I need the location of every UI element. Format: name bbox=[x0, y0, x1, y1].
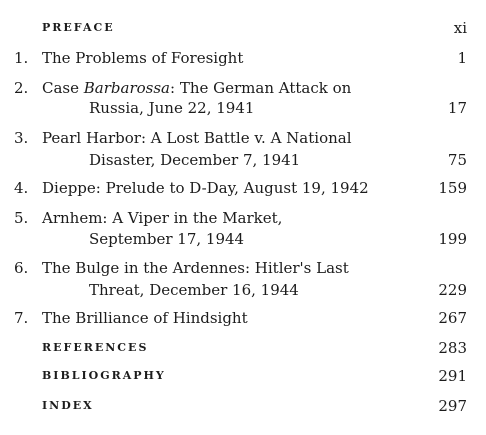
chapter-title-line-2: Russia, June 22, 1941 bbox=[89, 99, 255, 117]
chapter-number: 3. bbox=[14, 129, 29, 147]
preface-page: xi bbox=[453, 19, 467, 37]
chapter-page: 75 bbox=[447, 151, 467, 169]
bibliography-label: BIBLIOGRAPHY bbox=[42, 369, 166, 382]
chapter-title bbox=[42, 78, 351, 98]
chapter-number: 4. bbox=[14, 179, 29, 197]
chapter-title-line-2: Threat, December 16, 1944 bbox=[89, 281, 299, 299]
chapter-title: The Brilliance of Hindsight bbox=[42, 309, 248, 327]
chapter-page: 159 bbox=[438, 179, 467, 197]
chapter-title: Arnhem: A Viper in the Market, bbox=[42, 209, 283, 227]
chapter-title: The Problems of Foresight bbox=[42, 49, 244, 67]
chapter-title-line-2: September 17, 1944 bbox=[89, 230, 245, 248]
references-page: 283 bbox=[438, 339, 467, 357]
chapter-number: 5. bbox=[14, 209, 29, 227]
chapter-page: 1 bbox=[457, 49, 467, 67]
index-label: INDEX bbox=[42, 399, 94, 412]
chapter-number: 2. bbox=[14, 79, 29, 97]
chapter-title-prefix: Case bbox=[42, 79, 84, 97]
chapter-page: 267 bbox=[438, 309, 467, 327]
chapter-number: 6. bbox=[14, 259, 29, 277]
bibliography-page: 291 bbox=[438, 367, 467, 385]
chapter-title: Dieppe: Prelude to D-Day, August 19, 1942 bbox=[42, 179, 369, 197]
chapter-page: 199 bbox=[438, 230, 467, 248]
preface-label: PREFACE bbox=[42, 21, 115, 34]
chapter-title-italic: Barbarossa bbox=[83, 79, 170, 97]
references-label: REFERENCES bbox=[42, 341, 149, 354]
index-page: 297 bbox=[438, 397, 467, 415]
chapter-title-suffix: : The German Attack on bbox=[170, 79, 352, 97]
chapter-page: 17 bbox=[447, 99, 467, 117]
chapter-title: The Bulge in the Ardennes: Hitler's Last bbox=[42, 259, 349, 277]
chapter-number: 1. bbox=[14, 49, 29, 67]
chapter-title: Pearl Harbor: A Lost Battle v. A National bbox=[42, 129, 352, 147]
chapter-title-line-2: Disaster, December 7, 1941 bbox=[89, 151, 301, 169]
chapter-number: 7. bbox=[14, 309, 29, 327]
chapter-page: 229 bbox=[438, 281, 467, 299]
